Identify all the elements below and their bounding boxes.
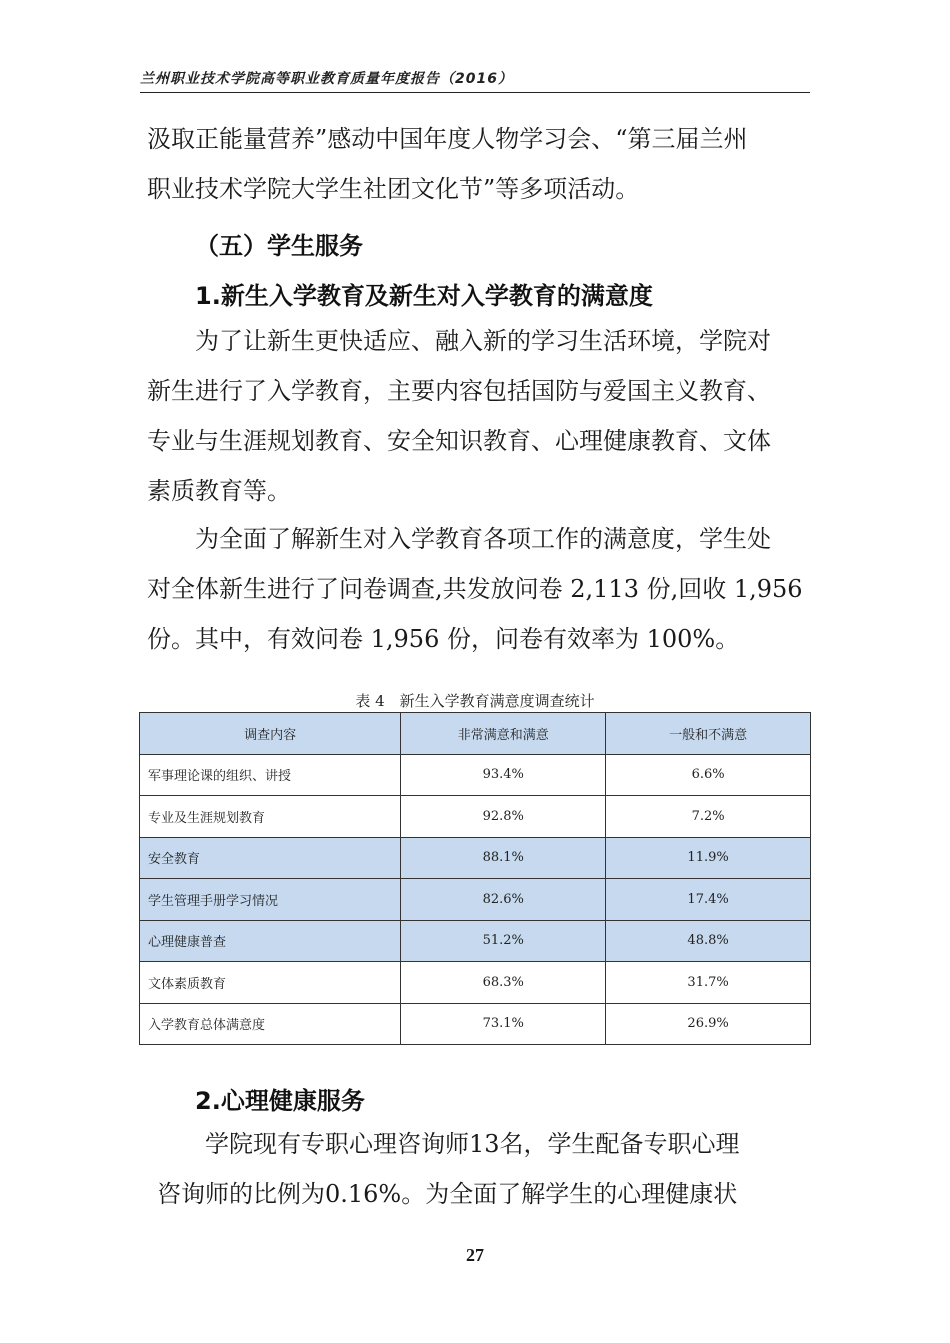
survey-item: 军事理论课的组织、讲授 — [140, 754, 401, 796]
page-number: 27 — [466, 1245, 484, 1265]
paragraph-1-line: 为了让新生更快适应、融入新的学习生活环境，学院对 — [195, 327, 771, 355]
paragraph-top-line: 汲取正能量营养”感动中国年度人物学习会、“第三届兰州 — [147, 125, 748, 153]
satisfied-percent: 68.3% — [401, 962, 606, 1004]
table-row — [140, 920, 811, 962]
unsatisfied-percent: 31.7% — [606, 962, 811, 1004]
satisfied-percent: 73.1% — [401, 1003, 606, 1045]
paragraph-1-line: 专业与生涯规划教育、安全知识教育、心理健康教育、文体 — [147, 427, 771, 455]
paragraph-2-line: 份。其中，有效问卷 1,956 份，问卷有效率为 100%。 — [147, 625, 740, 653]
unsatisfied-percent: 11.9% — [606, 837, 811, 879]
unsatisfied-percent: 6.6% — [606, 754, 811, 796]
table-caption: 表 4 新生入学教育满意度调查统计 — [355, 692, 595, 710]
header-rule — [140, 92, 810, 93]
paragraph-top-line: 职业技术学院大学生社团文化节”等多项活动。 — [147, 175, 640, 203]
subheading-freshman-education: 1.新生入学教育及新生对入学教育的满意度 — [195, 282, 653, 310]
table-row — [140, 962, 811, 1004]
table-row — [140, 796, 811, 838]
paragraph-3-line: 咨询师的比例为0.16%。为全面了解学生的心理健康状 — [157, 1180, 738, 1208]
satisfaction-table — [139, 712, 811, 1045]
table-header-row — [140, 713, 811, 755]
survey-item: 入学教育总体满意度 — [140, 1003, 401, 1045]
satisfied-percent: 82.6% — [401, 879, 606, 921]
column-header: 非常满意和满意 — [401, 713, 606, 755]
column-header: 一般和不满意 — [606, 713, 811, 755]
paragraph-1-line: 新生进行了入学教育，主要内容包括国防与爱国主义教育、 — [147, 377, 771, 405]
survey-item: 安全教育 — [140, 837, 401, 879]
paragraph-1-line: 素质教育等。 — [147, 477, 291, 505]
survey-item: 专业及生涯规划教育 — [140, 796, 401, 838]
survey-item: 文体素质教育 — [140, 962, 401, 1004]
report-header: 兰州职业技术学院高等职业教育质量年度报告（2016） — [140, 71, 513, 87]
survey-item: 学生管理手册学习情况 — [140, 879, 401, 921]
unsatisfied-percent: 17.4% — [606, 879, 811, 921]
unsatisfied-percent: 48.8% — [606, 920, 811, 962]
column-header: 调查内容 — [140, 713, 401, 755]
paragraph-2-line: 为全面了解新生对入学教育各项工作的满意度，学生处 — [195, 525, 771, 553]
paragraph-3-line: 学院现有专职心理咨询师13名，学生配备专职心理 — [205, 1130, 740, 1158]
satisfied-percent: 93.4% — [401, 754, 606, 796]
table-row — [140, 837, 811, 879]
table-row — [140, 754, 811, 796]
satisfied-percent: 51.2% — [401, 920, 606, 962]
paragraph-2-line: 对全体新生进行了问卷调查,共发放问卷 2,113 份,回收 1,956 — [147, 575, 803, 603]
unsatisfied-percent: 7.2% — [606, 796, 811, 838]
section-heading: （五）学生服务 — [195, 232, 363, 260]
table-row — [140, 1003, 811, 1045]
survey-item: 心理健康普查 — [140, 920, 401, 962]
satisfied-percent: 88.1% — [401, 837, 606, 879]
table-row — [140, 879, 811, 921]
satisfied-percent: 92.8% — [401, 796, 606, 838]
unsatisfied-percent: 26.9% — [606, 1003, 811, 1045]
subheading-mental-health: 2.心理健康服务 — [195, 1087, 365, 1115]
